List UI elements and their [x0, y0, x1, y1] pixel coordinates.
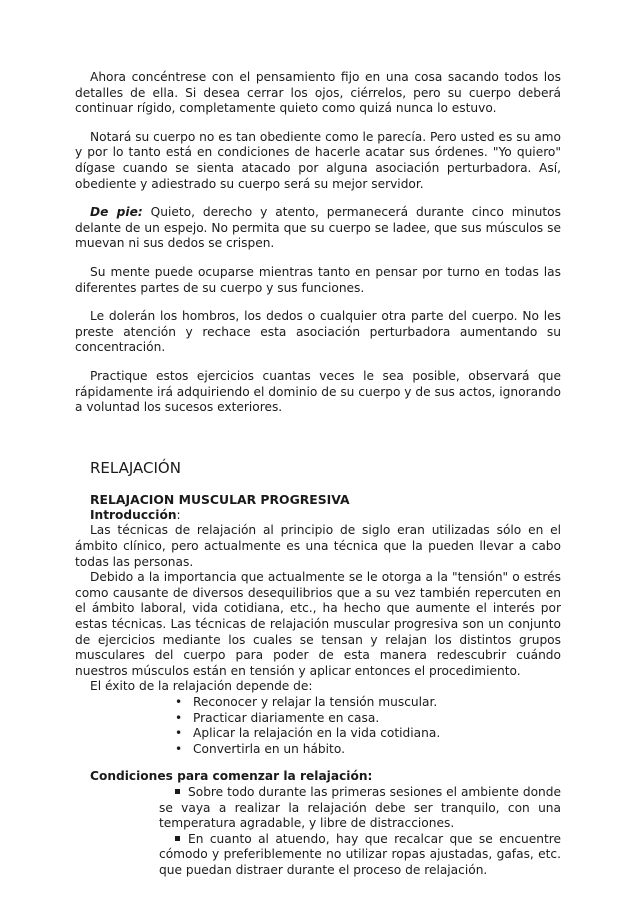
list-item-text: Convertirla en un hábito. [193, 741, 345, 756]
paragraph-standing [75, 205, 561, 252]
standing-text: Quieto, derecho y atento, permanecerá durante cinco minutos delante de un espejo. No permita que su cuerpo se ladee, que sus músculos se muevan ni sus dedos se crispen. [75, 205, 561, 251]
document-page [75, 70, 561, 879]
condition-text: Sobre todo durante las primeras sesiones el ambiente donde se vaya a realizar la relajación debe ser tranquilo, con una temperatura agradable, y libre de distracciones. [159, 784, 561, 831]
paragraph-obedience: Notará su cuerpo no es tan obediente como le parecía. Pero usted es su amo y por lo tanto está en condiciones de hacerle acatar sus órdenes. "Yo quiero" dígase cuando se sienta atacado por alguna asociación perturbadora. Así, obediente y adiestrado su cuerpo será su mejor servidor. [75, 129, 561, 191]
square-bullet-icon [175, 789, 180, 794]
square-bullet-icon [175, 836, 180, 841]
subsection-title: RELAJACION MUSCULAR PROGRESIVA [90, 492, 350, 508]
paragraph-mind: Su mente puede ocuparse mientras tanto en pensar por turno en todas las diferentes partes de su cuerpo y sus funciones. [75, 264, 561, 295]
bullet-icon: • [175, 741, 183, 756]
list-item [171, 711, 561, 727]
section-title: RELAJACIÓN [90, 458, 181, 477]
paragraph-concentration: Ahora concéntrese con el pensamiento fijo en una cosa sacando todos los detalles de ella. Si desea cerrar los ojos, ciérrelos, pero su cuerpo deberá continuar rígido, completamente quieto como quizá nunca lo estuvo. [75, 70, 561, 116]
paragraph-practice: Practique estos ejercicios cuantas veces le sea posible, observará que rápidamente irá adquiriendo el dominio de su cuerpo y de sus actos, ignorando a voluntad los sucesos exteriores. [75, 368, 561, 415]
conditions-title: Condiciones para comenzar la relajación: [90, 769, 373, 784]
list-item [171, 726, 561, 742]
bullet-icon: • [175, 695, 183, 709]
standing-lead: De pie: [90, 205, 143, 220]
bullet-icon: • [175, 710, 183, 725]
condition-item [159, 785, 561, 832]
success-intro: El éxito de la relajación depende de: [90, 679, 313, 694]
list-item [171, 695, 561, 711]
intro-paragraph-1: Las técnicas de relajación al principio de siglo eran utilizadas sólo en el ámbito clínico, pero actualmente es una técnica que la pueden llevar a cabo todas las personas. [75, 523, 561, 569]
list-item [171, 742, 561, 758]
condition-item [159, 832, 561, 879]
bullet-icon: • [175, 726, 183, 741]
success-list [75, 695, 561, 757]
list-item-text: Practicar diariamente en casa. [193, 710, 380, 725]
paragraph-pain: Le dolerán los hombros, los dedos o cualquier otra parte del cuerpo. No les preste atención y rechace esta asociación perturbadora aumentando su concentración. [75, 309, 561, 355]
list-item-text: Reconocer y relajar la tensión muscular. [193, 695, 438, 709]
list-item-text: Aplicar la relajación en la vida cotidiana. [193, 726, 441, 741]
condition-text: En cuanto al atuendo, hay que recalcar que se encuentre cómodo y preferiblemente no utilizar ropas ajustadas, gafas, etc. que puedan distraer durante el proceso de relajación. [159, 831, 561, 877]
intro-heading [90, 508, 561, 524]
intro-paragraph-2: Debido a la importancia que actualmente se le otorga a la "tensión" o estrés como causante de diversos desequilibrios que a su vez también repercuten en el ámbito laboral, vida cotidiana, etc., ha hecho que aumente el interés por estas técnicas. Las técnicas de relajación muscular progresiva son un conjunto de ejercicios mediante los cuales se tensan y relajan los distintos grupos musculares del cuerpo para poder de esta manera redescubrir cuándo nuestros músculos están en tensión y aplicar entonces el procedimiento. [75, 570, 561, 678]
intro-label: Introducción [90, 507, 177, 522]
intro-colon: : [176, 507, 181, 522]
